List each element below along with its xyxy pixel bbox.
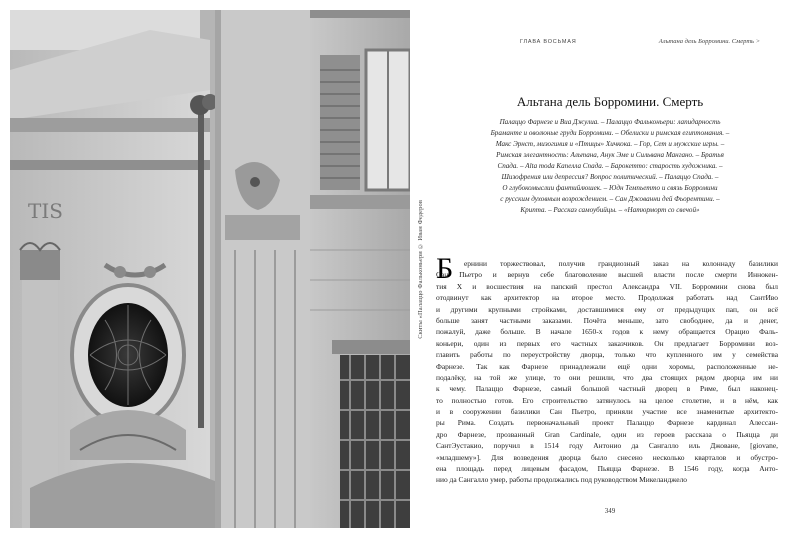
synopsis-line: Палаццо Фарнезе и Виа Джулиа. – Палаццо Фальконьери: лапидарность — [499, 118, 721, 126]
body-line: Фарнезе. Так как Фарнезе принадлежали ещё одни хоромы, расположенные не- — [436, 361, 778, 371]
body-line: отодвинут как архитектор на второе место. Продолжая работать над СантИво — [436, 293, 778, 303]
body-line: пожалуй, даже больше. В начале 1650-х годов к нему обращается Орацио Фаль- — [436, 327, 778, 337]
synopsis-line: Браманте и оволюные груди Борромини. – Обелиски и римская египтомания. – — [490, 129, 730, 138]
running-head-section: Альтана дель Борромини. Смерть > — [658, 38, 760, 45]
body-line: подалёку, на той же улице, то они решили, что два стоящих рядом дворца им ни — [436, 372, 778, 382]
chapter-title: Альтана дель Борромини. Смерть — [516, 94, 704, 109]
chapter-synopsis — [445, 117, 775, 216]
page-number: 349 — [604, 507, 616, 515]
body-line: и в сооружении базилики Сан Пьетро, приняли участие все знаменитые архитекто- — [436, 407, 778, 417]
synopsis-line: Римская элегантность: Альтана, Анук Эме и Сильвана Мангано. – Братья — [496, 151, 724, 160]
body-line: главить работы по переустройству дворца, только что купленного им у семейства — [436, 350, 778, 360]
body-line: ры Рима. Создать первоначальный проект Палаццо Фарнезе кардинал Алессан- — [436, 418, 778, 428]
running-head — [520, 38, 760, 45]
synopsis-line: Спада. – Alta moda Капелла Спада. – Барокетто: старость художника. – — [497, 162, 723, 171]
synopsis-line: Крипта. – Рассказ самоубийцы. – «Натюрморт со свечой» — [520, 206, 700, 215]
body-line: к чему. Палаццо Фарнезе, самый большой частный дворец в Риме, был наконец- — [436, 384, 778, 394]
body-line: ена площадь перед лицевым фасадом, Пьяцца Фарнезе. В 1546 году, когда Анто- — [436, 464, 778, 474]
body-line: то полностью готов. Его строительство затянулось на целое столетие, и в нём, как — [436, 395, 778, 405]
body-line: Сан Пьетро и вернув себе благоволение высшей власти после смерти Иннокен- — [436, 270, 778, 280]
body-text — [436, 258, 778, 486]
body-line: коньери, один из первых его частных заказчиков. Он предлагает Борромини воз- — [436, 338, 778, 348]
body-line: ернини торжествовал, получив грандиозный заказ на колоннаду базилики — [464, 259, 778, 268]
body-line: и другими крупными стройками, доставшимися ему от предыдущих пап, он всё — [436, 304, 778, 314]
synopsis-line: с русским духовным возрождением. – Сан Джованни дей Фьорентини. – — [500, 195, 720, 204]
synopsis-line: Макс Эрнст, мизогиния и «Птицы» Хичкока. – Гор, Сет и мужские игры. – — [495, 140, 725, 149]
running-head-chapter: ГЛАВА ВОСЬМАЯ — [520, 39, 577, 45]
body-line: «младшему»]. Для возведения дворца было снесено несколько кварталов и обустро- — [436, 452, 778, 462]
body-line: больше занят частными заказами. Почёта меньше, зато свободнее, да и денег, — [436, 315, 778, 325]
drop-cap: Б — [436, 252, 454, 285]
synopsis-line: Шизофрения или депрессия? Вопрос политический. – Палаццо Спада. – — [501, 173, 719, 182]
photo-credit-text: Скиты «Палаццо Фальконьери © Иван Федеров — [416, 199, 424, 339]
body-line: СантЭустакио, поручил в 1514 году Антонио да Сангалло иль Джоване, [giovane, — [436, 441, 778, 451]
body-line: нио да Сангалло умер, работы продолжались под руководством Микеланджело — [436, 475, 688, 485]
body-line: тия Х и восшествия на папский престол Александра VII. Борромини снова был — [436, 281, 778, 291]
facade-inscription: TIS — [28, 199, 63, 223]
body-line: дро Фарнезе, прозванный Gran Cardinale, один из героев рассказа о Пьяцца ди — [436, 429, 778, 439]
photo-credit — [414, 10, 426, 528]
synopsis-line: О глубокомыслии фантийлюшек. – Юдн Темпьетто и связь Борромини — [502, 184, 718, 193]
facade-photograph — [10, 10, 410, 528]
